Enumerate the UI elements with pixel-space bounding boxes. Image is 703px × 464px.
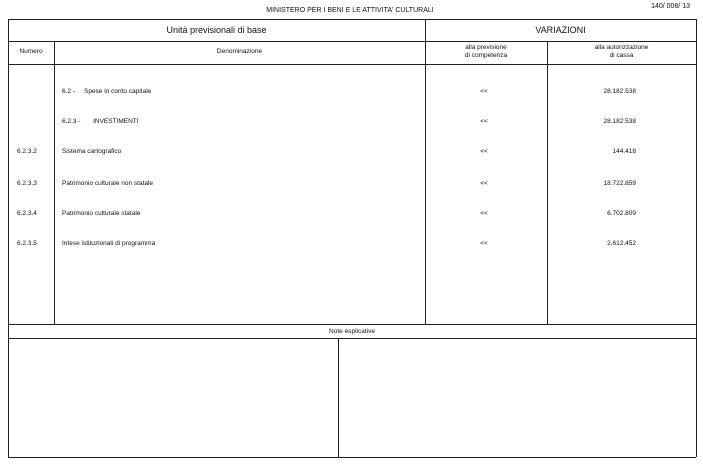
column-header-cassa: alla autorizzazione di cassa [594,44,649,59]
column-header-numero: Numero [19,48,43,55]
group-header-unita: Unità previsionali di base [166,25,267,35]
row-cassa: 28.182.538 [603,118,636,125]
notes-left-panel [9,339,338,457]
row-denominazione: 6.2 - Spese in conto capitale [62,88,152,95]
row-previsione: << [480,240,488,247]
row-denominazione: 6.2.3 - INVESTIMENTI [62,118,139,125]
row-numero: 6.2.3.3 [17,180,37,187]
row-cassa: 2.612.452 [607,240,636,247]
row-previsione: << [480,88,488,95]
row-numero: 6.2.3.2 [17,148,37,155]
row-denominazione: Patrimonio culturale statale [62,210,141,217]
column-header-denominazione: Denominazione [216,48,263,55]
row-cassa: 144.418 [612,148,636,155]
row-cassa: 18.722.859 [603,180,636,187]
notes-title: Note esplicative [329,328,375,335]
row-denominazione: Patrimonio culturale non statale [62,180,154,187]
row-previsione: << [480,118,488,125]
notes-right-panel [339,339,696,457]
row-cassa: 28.182.538 [603,88,636,95]
row-previsione: << [480,180,488,187]
row-cassa: 6.702.809 [607,210,636,217]
row-numero: 6.2.3.4 [17,210,37,217]
row-denominazione: Intese istituzionali di programma [62,240,156,247]
row-previsione: << [480,210,488,217]
ministry-title: MINISTERO PER I BENI E LE ATTIVITA' CULTURALI [266,7,434,14]
row-numero: 6.2.3.5 [17,240,37,247]
group-header-variazioni: VARIAZIONI [535,25,586,35]
row-denominazione: Sistema cartografico [62,148,122,155]
column-header-previsione: alla previsione di competenza [464,44,508,59]
row-previsione: << [480,148,488,155]
page-code: 140/ 008/ 13 [651,3,690,10]
